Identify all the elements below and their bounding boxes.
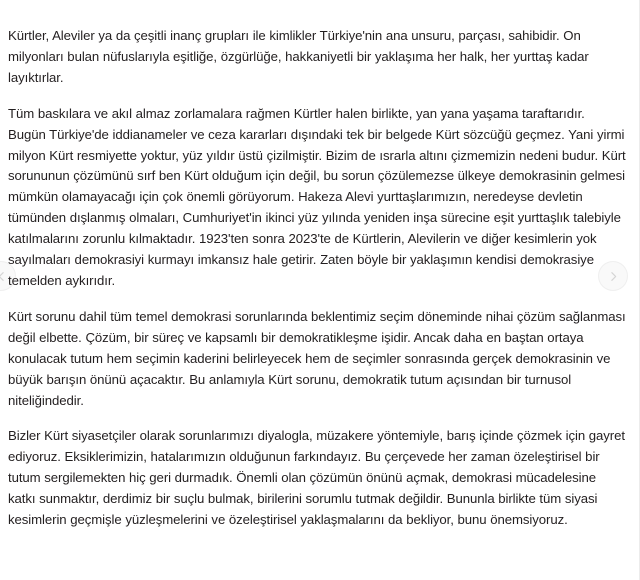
paragraph: Kürtler, Aleviler ya da çeşitli inanç grupları ile kimlikler Türkiye'nin ana unsuru, parçası, sahibidir. On milyonları bulan nüfuslarıyla eşitliğe, özgürlüğe, hakkaniyetli bir yaklaşıma her halk, her yurttaş kadar layıktırlar.	[8, 28, 589, 85]
paragraph: Bizler Kürt siyasetçiler olarak sorunlarımızı diyalogla, müzakere yöntemiyle, barış içinde çözmek için gayret ediyoruz. Eksiklerimizin, hatalarımızın olduğunun farkındayız. Bu çerçevede her zaman özeleştirisel bir tutum sergilemekten hiç geri durmadık. Önemli olan çözümün önünü açmak, demokrasi mücadelesine katkı sunmaktır, derdimiz bir suçlu bulmak, birilerini sorumlu tutmak değildir. Bununla birlikte tüm siyasi kesimlerin geçmişle yüzleşmelerini ve özeleştirisel yaklaşmalarını da bekliyor, bunu önemsiyoruz.	[8, 428, 625, 528]
paragraph: Kürt sorunu dahil tüm temel demokrasi sorunlarında beklentimiz seçim döneminde nihai çözüm sağlanması değil elbette. Çözüm, bir süreç ve kapsamlı bir demokratikleşme işidir. Ancak daha en baştan ortaya konulacak tutum hem seçimin kaderini belirleyecek hem de seçimler sonrasında gerçek demokrasinin ve büyük barışın önünü açacaktır. Bu anlamıyla Kürt sorunu, demokratik tutum açısından bir turnusol niteliğindedir.	[8, 308, 626, 408]
paragraph: Tüm baskılara ve akıl almaz zorlamalara rağmen Kürtler halen birlikte, yan yana yaşama taraftarıdır. Bugün Türkiye'de iddianameler ve ceza kararları dışındaki tek bir belgede Kürt sözcüğü geçmez. Yani yirmi milyon Kürt resmiyette yoktur, yüz yıldır üstü çizilmiştir. Bizim de ısrarla altını çizmemizin nedeni budur. Kürt sorununun çözümünü sırf ben Kürt olduğum için değil, bu sorun çözülemezse ülkeye demokrasinin gelmesi mümkün olamayacağı için çok önemli görüyorum. Hakeza Alevi yurttaşlarımızın, neredeyse devletin tümünden dışlanmış olmaları, Cumhuriyet'in ikinci yüz yılında yeniden inşa sürecine eşit yurttaşlık talebiyle katılmalarını zorunlu kılmaktadır. 1923'ten sonra 2023'te de Kürtlerin, Alevilerin ve diğer kesimlerin yok sayılmaları demokrasiyi kurmayı imkansız hale getirir. Zaten böyle bir yaklaşımın kendisi demokrasiye temelden aykırıdır.	[8, 105, 626, 288]
chevron-right-icon	[607, 270, 620, 283]
chevron-left-icon	[0, 270, 8, 283]
carousel-next-button[interactable]	[598, 261, 628, 291]
